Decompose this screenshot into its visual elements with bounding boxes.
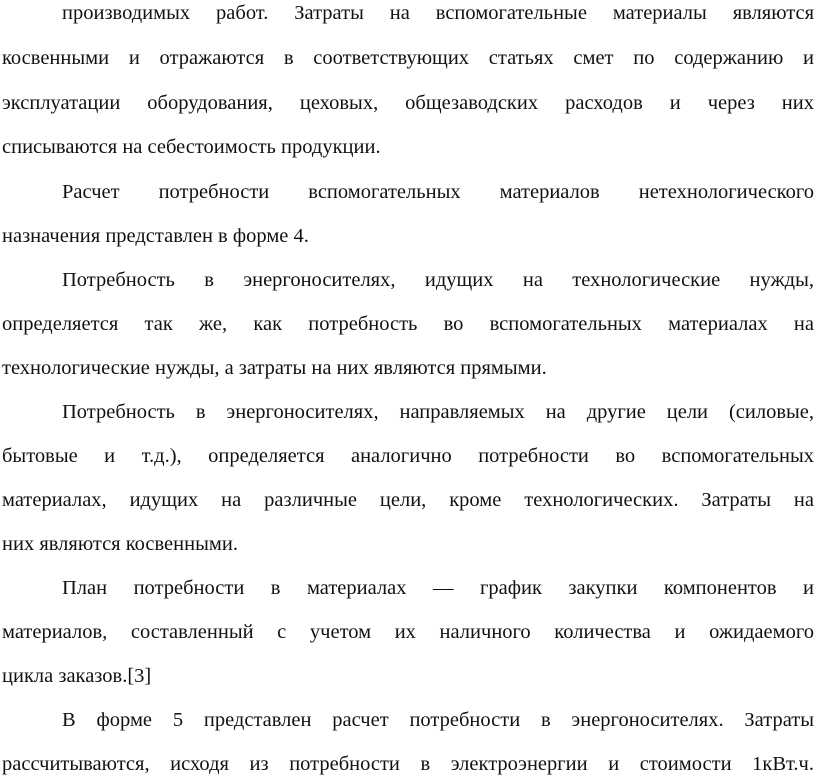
text-line: списываются на себестоимость продукции. (2, 136, 381, 158)
text-line: эксплуатации оборудования, цеховых, общезаводских расходов и через них (2, 92, 814, 114)
text-line: цикла заказов.[3] (2, 665, 152, 687)
text-line: В форме 5 представлен расчет потребности в энергоносителях. Затраты (62, 709, 814, 731)
text-line: бытовые и т.д.), определяется аналогично потребности во вспомогательных (2, 445, 814, 467)
text-line: материалов, составленный с учетом их наличного количества и ожидаемого (2, 621, 814, 643)
text-line: Потребность в энергоносителях, направляемых на другие цели (силовые, (62, 401, 814, 423)
text-line: Расчет потребности вспомогательных материалов нетехнологического (62, 181, 814, 203)
text-line: назначения представлен в форме 4. (2, 225, 309, 247)
text-line: План потребности в материалах — график закупки компонентов и (62, 577, 814, 599)
text-line: производимых работ. Затраты на вспомогательные материалы являются (62, 2, 814, 24)
text-line: технологические нужды, а затраты на них являются прямыми. (2, 357, 547, 379)
text-line: Потребность в энергоносителях, идущих на технологические нужды, (62, 269, 814, 291)
text-line: материалах, идущих на различные цели, кроме технологических. Затраты на (2, 489, 814, 511)
text-line: них являются косвенными. (2, 533, 238, 555)
text-line: рассчитываются, исходя из потребности в электроэнергии и стоимости 1кВт.ч. (2, 753, 814, 775)
text-line: косвенными и отражаются в соответствующих статьях смет по содержанию и (2, 47, 814, 69)
text-line: определяется так же, как потребность во вспомогательных материалах на (2, 313, 814, 335)
